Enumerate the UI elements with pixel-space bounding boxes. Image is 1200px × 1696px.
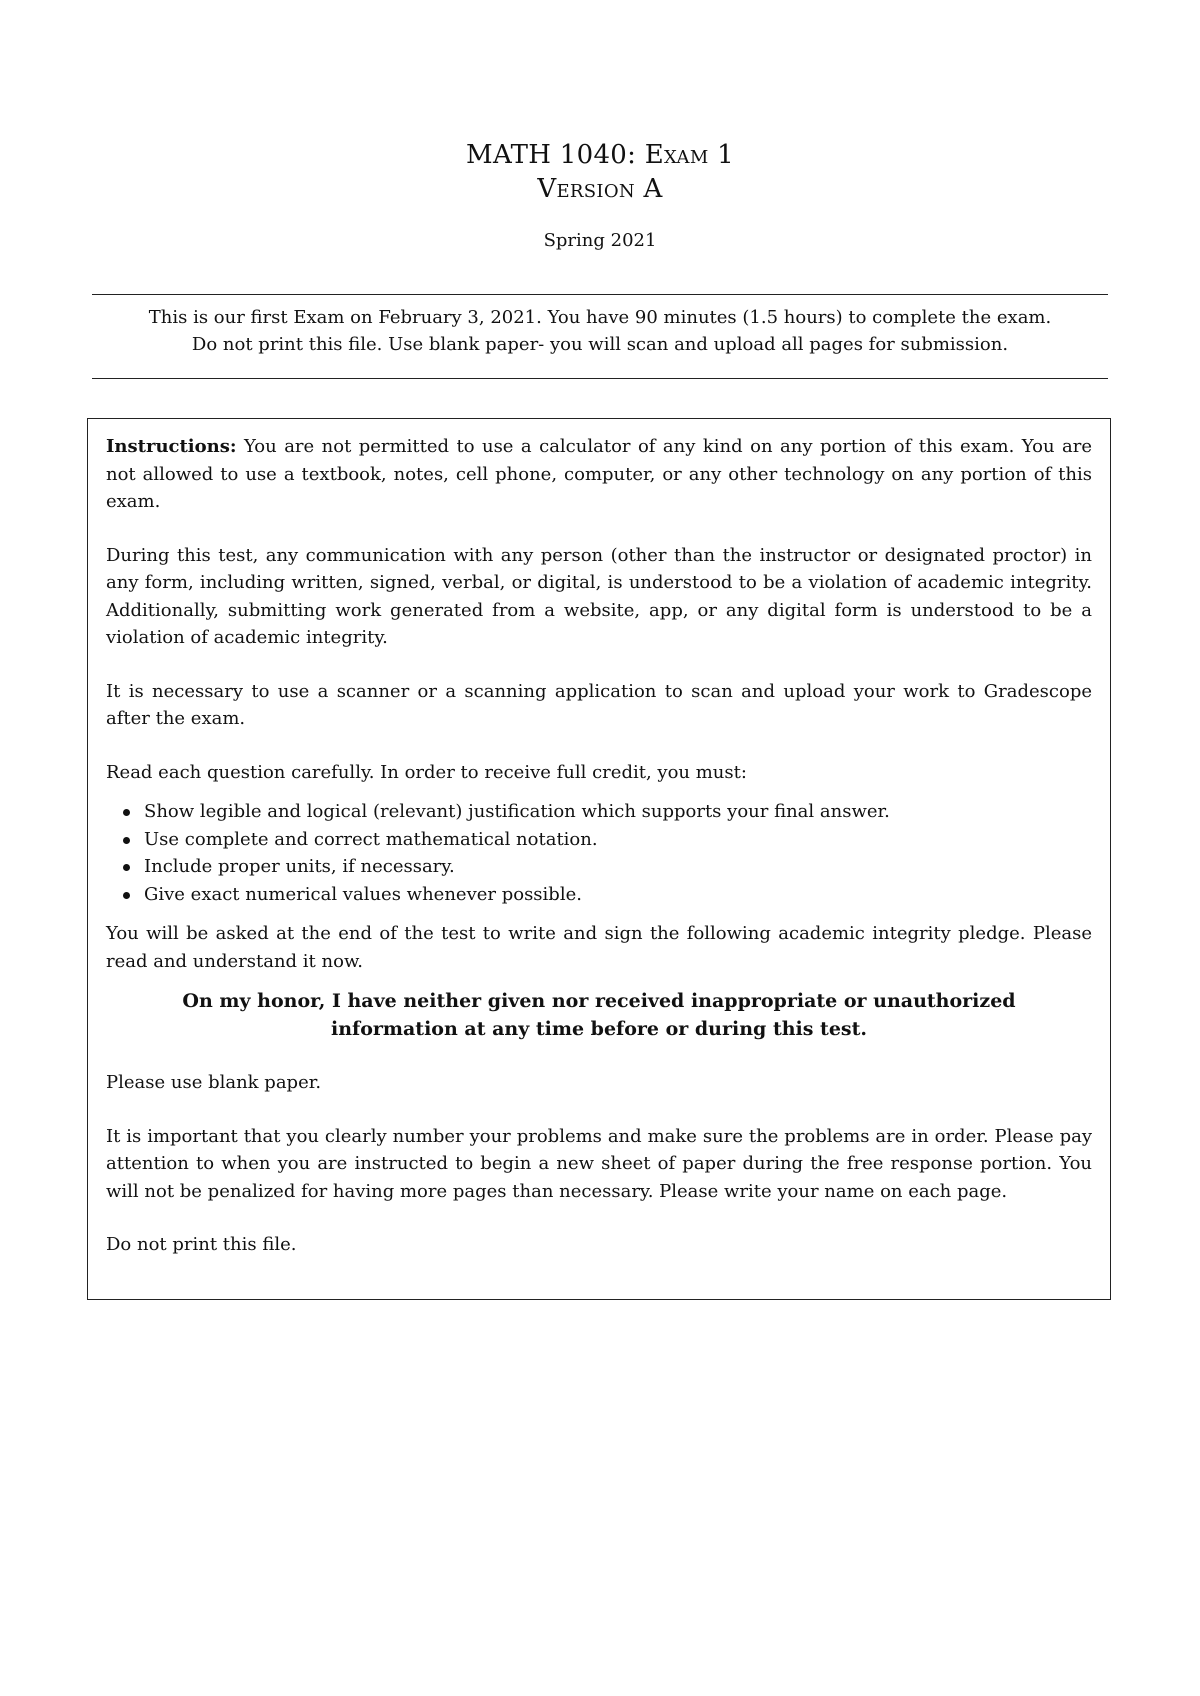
instructions-p1-text: You are not permitted to use a calculator of any kind on any portion of this exam. You are not allowed to use a textbook, notes, cell phone, computer, or any other technology on any portion of this exam. xyxy=(106,436,1092,512)
instructions-box xyxy=(87,418,1111,1300)
intro-line-1: This is our first Exam on February 3, 2021. You have 90 minutes (1.5 hours) to complete the exam. xyxy=(148,307,1052,328)
bottom-divider xyxy=(92,378,1108,379)
instructions-paragraph-7: It is important that you clearly number your problems and make sure the problems are in order. Please pay attention to when you are instructed to begin a new sheet of paper during the free response portion. You will not be penalized for having more pages than necessary. Please write your name on each page. xyxy=(106,1125,1092,1202)
requirement-item: Use complete and correct mathematical notation. xyxy=(144,826,1092,854)
instructions-paragraph-6: Please use blank paper. xyxy=(106,1072,322,1093)
instructions-paragraph-3: It is necessary to use a scanner or a scanning application to scan and upload your work to Gradescope after the exam. xyxy=(106,680,1092,729)
requirement-item: Show legible and logical (relevant) justification which supports your final answer. xyxy=(144,798,1092,826)
honor-pledge: On my honor, I have neither given nor received inappropriate or unauthorized information at any time before or during this test. xyxy=(182,990,1016,1040)
intro-notice xyxy=(92,304,1108,358)
version-label: Version A xyxy=(537,174,663,204)
requirement-item: Include proper units, if necessary. xyxy=(144,853,1092,881)
requirements-list xyxy=(106,798,1092,908)
instructions-paragraph-1 xyxy=(106,433,1092,516)
instructions-paragraph-8: Do not print this file. xyxy=(106,1234,297,1255)
top-divider xyxy=(92,294,1108,295)
exam-label: Exam 1 xyxy=(644,140,734,170)
exam-title xyxy=(0,138,1200,172)
instructions-paragraph-2: During this test, any communication with any person (other than the instructor or designated proctor) in any form, including written, signed, verbal, or digital, is understood to be a violation of academic integrity. Additionally, submitting work generated from a website, app, or any digital form is understood to be a violation of academic integrity. xyxy=(106,544,1092,648)
exam-term: Spring 2021 xyxy=(543,230,657,251)
requirement-item: Give exact numerical values whenever possible. xyxy=(144,881,1092,909)
instructions-heading: Instructions: xyxy=(106,436,237,457)
instructions-paragraph-5: You will be asked at the end of the test to write and sign the following academic integrity pledge. Please read and understand it now. xyxy=(106,923,1092,972)
instructions-paragraph-4: Read each question carefully. In order to receive full credit, you must: xyxy=(106,761,747,783)
exam-header xyxy=(0,138,1200,254)
course-name: MATH 1040: xyxy=(466,140,637,170)
intro-line-2: Do not print this file. Use blank paper- you will scan and upload all pages for submission. xyxy=(191,334,1009,355)
